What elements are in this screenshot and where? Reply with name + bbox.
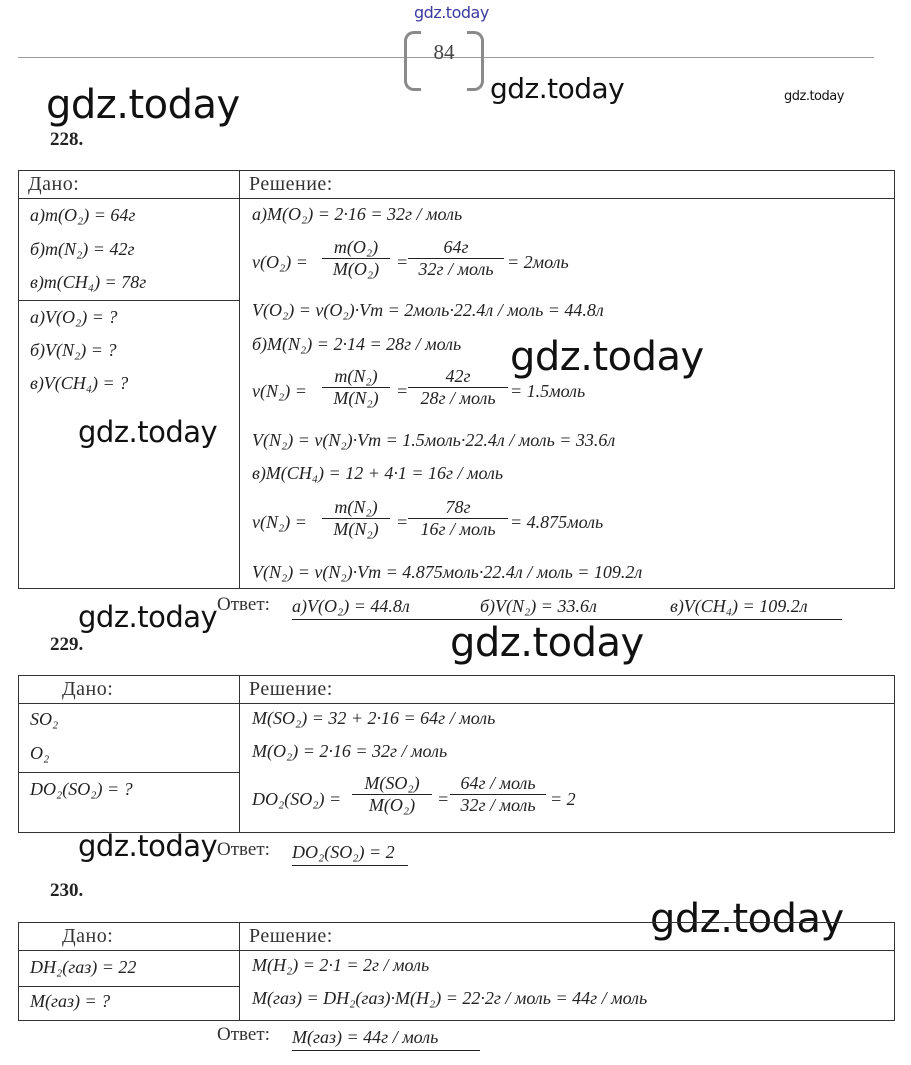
watermark: gdz.today [784, 89, 844, 104]
given-header: Дано: [62, 678, 114, 700]
fraction [322, 497, 390, 540]
answer-label: Ответ: [217, 1024, 270, 1045]
solution-line: M(SO₂) = 32 + 2·16 = 64г / моль [252, 708, 496, 728]
table-divider [239, 675, 240, 833]
answer-item: M(газ) = 44г / моль [292, 1027, 480, 1051]
fraction-denominator: M(O₂) [332, 259, 380, 279]
find-item: б)V(N₂) = ? [30, 340, 117, 360]
watermark: gdz.today [490, 72, 625, 105]
fraction [322, 366, 390, 409]
fraction-denominator: M(O₂) [368, 795, 416, 815]
answer-item: б)V(N₂) = 33.6л [462, 596, 670, 620]
fraction [408, 497, 508, 540]
equals: = [396, 252, 409, 272]
fraction [408, 237, 504, 280]
solution-line: M(газ) = DH₂(газ)·M(H₂) = 22·2г / моль = 44г / моль [252, 988, 648, 1008]
table-divider [239, 170, 240, 589]
solution-line: в)M(CH₄) = 12 + 4·1 = 16г / моль [252, 463, 504, 483]
solution-header: Решение: [249, 678, 333, 700]
fraction [322, 237, 390, 280]
table-header-rule [18, 703, 895, 704]
given-find-rule [18, 300, 239, 301]
fraction-numerator: m(O₂) [333, 237, 379, 257]
find-item: а)V(O₂) = ? [30, 307, 118, 327]
given-find-rule [18, 772, 239, 773]
watermark: gdz.today [78, 600, 218, 634]
answer-label: Ответ: [217, 839, 270, 860]
equals: = [396, 381, 409, 401]
solution-header: Решение: [249, 173, 333, 195]
formula-rhs: = 4.875моль [510, 512, 604, 532]
solution-line: V(N₂) = ν(N₂)·Vm = 4.875моль·22.4л / моль = 109.2л [252, 562, 643, 582]
given-find-rule [18, 986, 239, 987]
given-header: Дано: [62, 925, 114, 947]
fraction-numerator: 78г [445, 497, 471, 517]
solution-line: V(O₂) = ν(O₂)·Vm = 2моль·22.4л / моль = 44.8л [252, 300, 604, 320]
given-item: SO₂ [30, 709, 59, 729]
solution-line: M(O₂) = 2·16 = 32г / моль [252, 741, 448, 761]
table-header-rule [18, 950, 895, 951]
watermark: gdz.today [78, 415, 218, 449]
watermark-top-small: gdz.today [414, 3, 489, 22]
given-item: DH₂(газ) = 22 [30, 957, 137, 977]
fraction-numerator: 64г [443, 237, 469, 257]
watermark: gdz.today [650, 896, 844, 942]
solution-line: б)M(N₂) = 2·14 = 28г / моль [252, 334, 462, 354]
fraction [352, 773, 432, 816]
fraction-numerator: M(SO₂) [364, 773, 420, 793]
given-item: в)m(CH₄) = 78г [30, 272, 147, 292]
fraction-numerator: 42г [445, 366, 471, 386]
given-item: б)m(N₂) = 42г [30, 239, 135, 259]
fraction [408, 366, 508, 409]
fraction-denominator: M(N₂) [333, 519, 379, 539]
formula-rhs: = 2 [550, 789, 576, 809]
watermark: gdz.today [78, 829, 218, 863]
solution-header: Решение: [249, 925, 333, 947]
watermark: gdz.today [450, 620, 644, 666]
fraction-numerator: m(N₂) [334, 497, 378, 517]
problem-number-228: 228. [50, 129, 84, 150]
fraction-denominator: 28г / моль [420, 388, 496, 408]
formula-lhs: ν(O₂) = [252, 252, 308, 272]
fraction-numerator: m(N₂) [334, 366, 378, 386]
fraction-numerator: 64г / моль [460, 773, 536, 793]
given-header: Дано: [28, 173, 80, 195]
fraction-denominator: M(N₂) [333, 388, 379, 408]
page-number-box [404, 31, 484, 87]
fraction [450, 773, 546, 816]
table-divider [239, 922, 240, 1021]
formula-rhs: = 2моль [507, 252, 569, 272]
watermark: gdz.today [510, 334, 704, 380]
problem-number-230: 230. [50, 880, 84, 901]
formula-lhs: ν(N₂) = [252, 381, 307, 401]
equals: = [437, 789, 450, 809]
watermark: gdz.today [46, 82, 240, 128]
solution-line: а)M(O₂) = 2·16 = 32г / моль [252, 204, 463, 224]
answer-item: а)V(O₂) = 44.8л [292, 596, 462, 620]
find-item: DO₂(SO₂) = ? [30, 779, 133, 799]
formula-lhs: ν(N₂) = [252, 512, 307, 532]
solution-line: V(N₂) = ν(N₂)·Vm = 1.5моль·22.4л / моль = 33.6л [252, 430, 616, 450]
fraction-denominator: 16г / моль [420, 519, 496, 539]
answer-item: DO₂(SO₂) = 2 [292, 842, 408, 866]
find-item: M(газ) = ? [30, 991, 111, 1011]
equals: = [396, 512, 409, 532]
page-number: 84 [433, 40, 455, 64]
formula-rhs: = 1.5моль [510, 381, 586, 401]
table-header-rule [18, 198, 895, 199]
find-item: в)V(CH₄) = ? [30, 373, 129, 393]
formula-lhs: DO₂(SO₂) = [252, 789, 342, 809]
problem-number-229: 229. [50, 634, 84, 655]
fraction-denominator: 32г / моль [460, 795, 536, 815]
fraction-denominator: 32г / моль [418, 259, 494, 279]
solution-line: M(H₂) = 2·1 = 2г / моль [252, 955, 430, 975]
answer-item: в)V(CH₄) = 109.2л [670, 596, 842, 620]
answer-label: Ответ: [217, 594, 270, 615]
given-item: O₂ [30, 743, 50, 763]
given-item: а)m(O₂) = 64г [30, 205, 136, 225]
